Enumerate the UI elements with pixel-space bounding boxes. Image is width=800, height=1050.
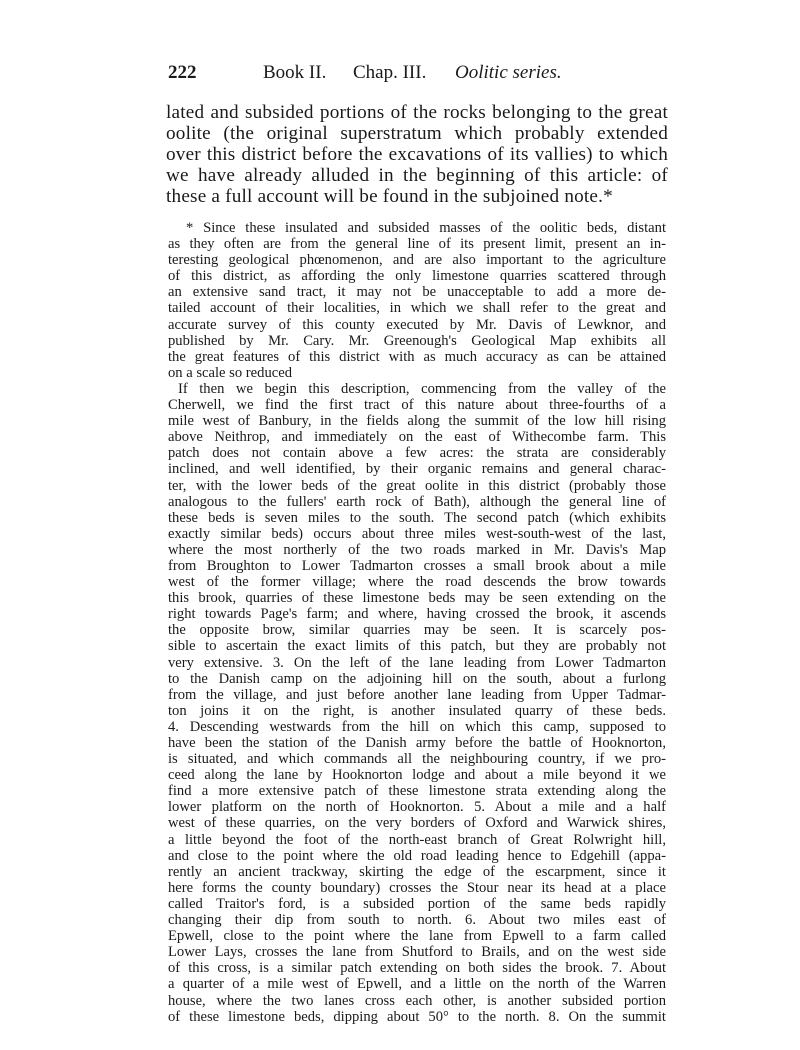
footnote-line: west of these quarries, on the very borders of Oxford and Warwick shires, xyxy=(168,815,666,832)
footnote-line: exactly similar beds) occurs about three miles west-south-west of the last, xyxy=(168,525,666,542)
running-title: Oolitic series. xyxy=(455,62,562,83)
footnote-line: here forms the county boundary) crosses the Stour near its head at a place xyxy=(168,879,666,896)
main-text-line: oolite (the original superstratum which probably extended xyxy=(166,123,668,144)
footnote-line: a quarter of a mile west of Epwell, and a little on the north of the Warren xyxy=(168,976,666,993)
footnote-line: called Traitor's ford, is a subsided portion of the same beds rapidly xyxy=(168,895,666,912)
footnote-line: of this cross, is a similar patch extending on both sides the brook. 7. About xyxy=(168,960,666,977)
footnote-line: of these limestone beds, dipping about 50° to the north. 8. On the summit xyxy=(168,1008,666,1025)
running-header xyxy=(168,62,668,90)
footnote-line: have been the station of the Danish army before the battle of Hooknorton, xyxy=(168,735,666,751)
main-text-line: these a full account will be found in the subjoined note.* xyxy=(166,186,613,207)
footnote-line: ter, with the lower beds of the great oolite in this district (probably those xyxy=(168,477,666,494)
footnote-line: and close to the point where the old road leading hence to Edgehill (appa- xyxy=(168,847,666,864)
footnote-line: lower platform on the north of Hooknorton. 5. About a mile and a half xyxy=(168,799,666,816)
footnote-line: from Broughton to Lower Tadmarton crosses a small brook about a mile xyxy=(168,557,666,574)
footnote-line: changing their dip from south to north. 6. About two miles east of xyxy=(168,912,666,929)
main-text-line: we have already alluded in the beginning of this article: of xyxy=(166,165,668,186)
footnote-line: where the most northerly of the two roads marked in Mr. Davis's Map xyxy=(168,541,666,558)
footnote-line: to the Danish camp on the adjoining hill on the south, about a furlong xyxy=(168,670,666,687)
footnote-line: 4. Descending westwards from the hill on which this camp, supposed to xyxy=(168,718,666,735)
footnote-line: published by Mr. Cary. Mr. Greenough's Geological Map exhibits all xyxy=(168,332,666,349)
footnote-line: sible to ascertain the exact limits of this patch, but they are probably not xyxy=(168,638,666,655)
chapter-label: Chap. III. xyxy=(353,62,427,83)
footnote-line: very extensive. 3. On the left of the lane leading from Lower Tadmarton xyxy=(168,654,666,671)
footnote-line: accurate survey of this county executed by Mr. Davis of Lewknor, and xyxy=(168,316,666,333)
footnote-line: patch does not contain above a few acres: the strata are considerably xyxy=(168,445,666,462)
footnote-line: above Neithrop, and immediately on the east of Withecombe farm. This xyxy=(168,429,666,446)
footnote-line: analogous to the fullers' earth rock of Bath), although the general line of xyxy=(168,493,666,510)
footnote-line: rently an ancient trackway, skirting the edge of the escarpment, since it xyxy=(168,863,666,880)
footnote-line: of this district, as affording the only limestone quarries scattered through xyxy=(168,268,666,285)
footnote-line: an extensive sand tract, it may not be unacceptable to add a more de- xyxy=(168,284,666,301)
book-label: Book II. xyxy=(263,62,327,83)
footnote-line: these beds is seven miles to the south. The second patch (which exhibits xyxy=(168,509,666,526)
footnote-line: mile west of Banbury, in the fields along the summit of the low hill rising xyxy=(168,413,666,430)
footnote-line: Cherwell, we find the first tract of this nature about three-fourths of a xyxy=(168,397,666,414)
footnote-line: Epwell, close to the point where the lane from Epwell to a farm called xyxy=(168,928,666,945)
footnote-line: tailed account of their localities, in which we shall refer to the great and xyxy=(168,300,666,317)
main-text-line: lated and subsided portions of the rocks belonging to the great xyxy=(166,102,668,123)
footnote-line: this brook, quarries of these limestone beds may be seen extending on the xyxy=(168,590,666,607)
footnote-line: as they often are from the general line of its present limit, present an in- xyxy=(168,236,666,253)
footnote-line: inclined, and well identified, by their organic remains and general charac- xyxy=(168,461,666,478)
footnote-line: right towards Page's farm; and where, having crossed the brook, it ascends xyxy=(168,606,666,623)
footnote-line: the great features of this district with as much accuracy as can be attained xyxy=(168,348,666,365)
footnote-line: house, where the two lanes cross each other, is another subsided portion xyxy=(168,992,666,1009)
footnote-line: ton joins it on the right, is another insulated quarry of these beds. xyxy=(168,702,666,719)
footnote-line: on a scale so reduced xyxy=(168,364,292,381)
footnote-line: west of the former village; where the road descends the brow towards xyxy=(168,574,666,591)
footnote-line: ceed along the lane by Hooknorton lodge and about a mile beyond it we xyxy=(168,767,666,784)
footnote-line: a little beyond the foot of the north-east branch of Great Rolwright hill, xyxy=(168,831,666,848)
page-number: 222 xyxy=(168,62,197,83)
main-text-line: over this district before the excavations of its vallies) to which xyxy=(166,144,668,165)
footnote-line: is situated, and which commands all the neighbouring country, if we pro- xyxy=(168,751,666,768)
footnote-line: from the village, and just before another lane leading from Upper Tadmar- xyxy=(168,686,666,703)
footnote-line: teresting geological phœnomenon, and are also important to the agriculture xyxy=(168,252,666,269)
footnote-line: find a more extensive patch of these limestone strata extending along the xyxy=(168,783,666,800)
footnote xyxy=(168,220,666,1025)
footnote-line: * Since these insulated and subsided masses of the oolitic beds, distant xyxy=(186,220,666,236)
footnote-line: If then we begin this description, commencing from the valley of the xyxy=(178,380,666,397)
main-paragraph xyxy=(166,102,668,207)
footnote-line: the opposite brow, similar quarries may be seen. It is scarcely pos- xyxy=(168,622,666,639)
footnote-line: Lower Lays, crosses the lane from Shutford to Brails, and on the west side xyxy=(168,944,666,961)
